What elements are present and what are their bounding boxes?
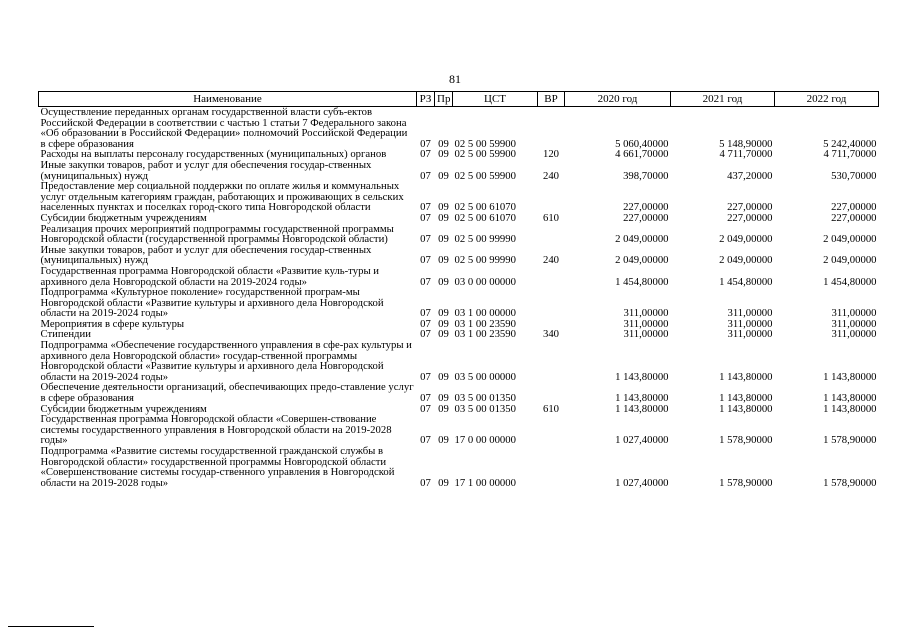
row-rz: 07 [420,328,431,341]
row-rz: 07 [420,307,431,320]
row-pr: 09 [438,169,449,182]
row-2021: 311,00000 [727,328,773,341]
row-cst: 03 5 00 01350 [454,392,516,405]
row-2021: 227,00000 [727,201,773,214]
row-pr: 09 [438,392,449,405]
row-vr [538,107,565,150]
row-name: Иные закупки товаров, работ и услуг для обеспечения государ-ственных (муниципальных) нужд [40,243,372,267]
header-pr: Пр [435,92,453,107]
row-2022: 2 049,00000 [823,233,877,246]
row-vr [538,414,565,446]
row-name: Предоставление мер социальной поддержки по оплате жилья и коммунальных услуг отдельным категориям граждан, работающих и проживающих в сельских населенных пунктах и поселках город-ского типа Новгородской области [40,180,404,214]
row-name: Стипендии [40,328,91,341]
row-pr: 09 [438,434,449,447]
row-2021: 2 049,00000 [719,254,773,267]
row-2021: 1 578,90000 [719,434,773,447]
row-vr: 610 [542,402,560,415]
row-rz: 07 [420,317,431,330]
row-cst: 02 5 00 61070 [454,211,516,224]
row-vr [538,446,565,488]
row-vr: 240 [542,169,560,182]
row-2020: 311,00000 [623,328,669,341]
row-2021: 1 143,80000 [719,402,773,415]
table-row [39,382,879,403]
row-pr: 09 [438,370,449,383]
row-2021: 1 143,80000 [719,370,773,383]
row-2020: 4 661,70000 [615,148,669,161]
header-2020: 2020 год [565,92,671,107]
row-pr: 09 [438,402,449,415]
row-vr [538,266,565,287]
row-name: Подпрограмма «Развитие системы государственной гражданской службы в Новгородской области» государственной программы Новгородской области «Совершенствование системы государ-ственного управления в Новгородской области на 2019-2028 годы» [40,445,395,489]
row-vr [538,382,565,403]
row-vr: 120 [542,148,560,161]
row-2022: 311,00000 [831,328,877,341]
header-2021: 2021 год [671,92,775,107]
budget-table [38,91,879,488]
row-name: Государственная программа Новгородской области «Совершен-ствование системы государственного управления в Новгородской области на 2019-2028 годы» [40,413,392,447]
row-2020: 311,00000 [623,317,669,330]
table-row [39,107,879,150]
row-cst: 02 5 00 59900 [454,137,516,150]
row-rz: 07 [420,211,431,224]
row-2022: 311,00000 [831,317,877,330]
row-pr: 09 [438,476,449,489]
row-rz: 07 [420,201,431,214]
table-row [39,160,879,181]
row-2020: 1 143,80000 [615,370,669,383]
row-pr: 09 [438,201,449,214]
row-cst: 03 1 00 23590 [454,328,516,341]
header-vr: ВР [538,92,565,107]
row-rz: 07 [420,275,431,288]
row-2020: 227,00000 [623,201,669,214]
row-cst: 02 5 00 59900 [454,169,516,182]
row-2020: 1 143,80000 [615,402,669,415]
row-2021: 227,00000 [727,211,773,224]
row-2020: 2 049,00000 [615,254,669,267]
row-cst: 02 5 00 99990 [454,233,516,246]
row-cst: 03 1 00 23590 [454,317,516,330]
table-row [39,414,879,446]
row-rz: 07 [420,476,431,489]
row-name: Субсидии бюджетным учреждениям [40,402,207,415]
row-2022: 1 578,90000 [823,476,877,489]
row-2020: 2 049,00000 [615,233,669,246]
row-vr [538,224,565,245]
row-cst: 03 1 00 00000 [454,307,516,320]
table-row [39,181,879,213]
row-pr: 09 [438,148,449,161]
table-row [39,446,879,488]
table-row [39,224,879,245]
row-cst: 02 5 00 99990 [454,254,516,267]
row-name: Осуществление переданных органам государственной власти субъ-ектов Российской Федерации в соответствии с частью 1 статьи 7 Федерального закона «Об образовании в Российской Федерации» полномочий Российской Федерации в сфере образования [40,106,408,150]
header-2022: 2022 год [775,92,879,107]
row-2021: 2 049,00000 [719,233,773,246]
row-cst: 02 5 00 61070 [454,201,516,214]
row-2022: 227,00000 [831,201,877,214]
row-cst: 03 5 00 01350 [454,402,516,415]
row-2022: 2 049,00000 [823,254,877,267]
header-row [39,92,879,107]
row-2022: 530,70000 [831,169,877,182]
row-pr: 09 [438,275,449,288]
row-2022: 1 578,90000 [823,434,877,447]
row-vr [538,340,565,382]
row-vr: 610 [542,211,560,224]
row-2020: 1 143,80000 [615,392,669,405]
row-name: Иные закупки товаров, работ и услуг для обеспечения государ-ственных (муниципальных) нужд [40,158,372,182]
row-rz: 07 [420,434,431,447]
row-2020: 1 027,40000 [615,434,669,447]
row-2021: 1 143,80000 [719,392,773,405]
row-pr: 09 [438,137,449,150]
row-cst: 17 0 00 00000 [454,434,516,447]
table-row [39,340,879,382]
row-rz: 07 [420,392,431,405]
row-rz: 07 [420,169,431,182]
row-2020: 5 060,40000 [615,137,669,150]
table-row [39,213,879,224]
table-row [39,287,879,319]
row-cst: 03 5 00 00000 [454,370,516,383]
row-rz: 07 [420,370,431,383]
row-name: Обеспечение деятельности организаций, обеспечивающих предо-ставление услуг в сфере образования [40,381,414,405]
header-rz: РЗ [417,92,435,107]
row-pr: 09 [438,307,449,320]
row-2022: 227,00000 [831,211,877,224]
row-cst: 17 1 00 00000 [454,476,516,489]
row-2022: 1 143,80000 [823,370,877,383]
row-vr: 340 [542,328,560,341]
row-name: Расходы на выплаты персоналу государственных (муниципальных) органов [40,148,387,161]
row-pr: 09 [438,317,449,330]
row-rz: 07 [420,137,431,150]
header-name: Наименование [39,92,417,107]
row-2021: 4 711,70000 [719,148,773,161]
row-2022: 311,00000 [831,307,877,320]
row-2021: 311,00000 [727,307,773,320]
row-name: Мероприятия в сфере культуры [40,317,185,330]
row-2021: 437,20000 [727,169,773,182]
row-pr: 09 [438,254,449,267]
table-row [39,245,879,266]
row-2020: 1 027,40000 [615,476,669,489]
row-name: Субсидии бюджетным учреждениям [40,211,207,224]
row-2020: 1 454,80000 [615,275,669,288]
row-name: Государственная программа Новгородской области «Развитие куль-туры и архивного дела Новгородской области на 2019-2024 годы» [40,264,380,288]
row-rz: 07 [420,254,431,267]
row-pr: 09 [438,211,449,224]
row-2022: 5 242,40000 [823,137,877,150]
row-vr [538,287,565,319]
row-name: Подпрограмма «Культурное поколение» государственной програм-мы Новгородской области «Развитие культуры и архивного дела Новгородской области на 2019-2024 годы» [40,286,384,320]
row-2021: 5 148,90000 [719,137,773,150]
row-cst: 03 0 00 00000 [454,275,516,288]
row-2022: 4 711,70000 [823,148,877,161]
row-pr: 09 [438,233,449,246]
row-2021: 1 578,90000 [719,476,773,489]
page-number: 81 [449,72,461,86]
row-rz: 07 [420,148,431,161]
header-cst: ЦСТ [453,92,538,107]
row-vr: 240 [542,254,560,267]
row-2022: 1 454,80000 [823,275,877,288]
row-2022: 1 143,80000 [823,392,877,405]
row-rz: 07 [420,233,431,246]
footer-divider [8,626,94,627]
row-cst: 02 5 00 59900 [454,148,516,161]
row-2022: 1 143,80000 [823,402,877,415]
row-2021: 311,00000 [727,317,773,330]
row-name: Реализация прочих мероприятий подпрограммы государственной программы Новгородской области (государственной программы Новгородской области) [40,222,394,246]
row-2020: 398,70000 [623,169,669,182]
row-2020: 311,00000 [623,307,669,320]
row-2020: 227,00000 [623,211,669,224]
row-2021: 1 454,80000 [719,275,773,288]
row-name: Подпрограмма «Обеспечение государственного управления в сфе-рах культуры и архивного дела Новгородской области» государ-ственной программы Новгородской области «Развитие культуры и архивного дела Новгородской области на 2019-2024 годы» [40,339,412,383]
row-rz: 07 [420,402,431,415]
row-pr: 09 [438,328,449,341]
table-row [39,266,879,287]
row-vr [538,181,565,213]
